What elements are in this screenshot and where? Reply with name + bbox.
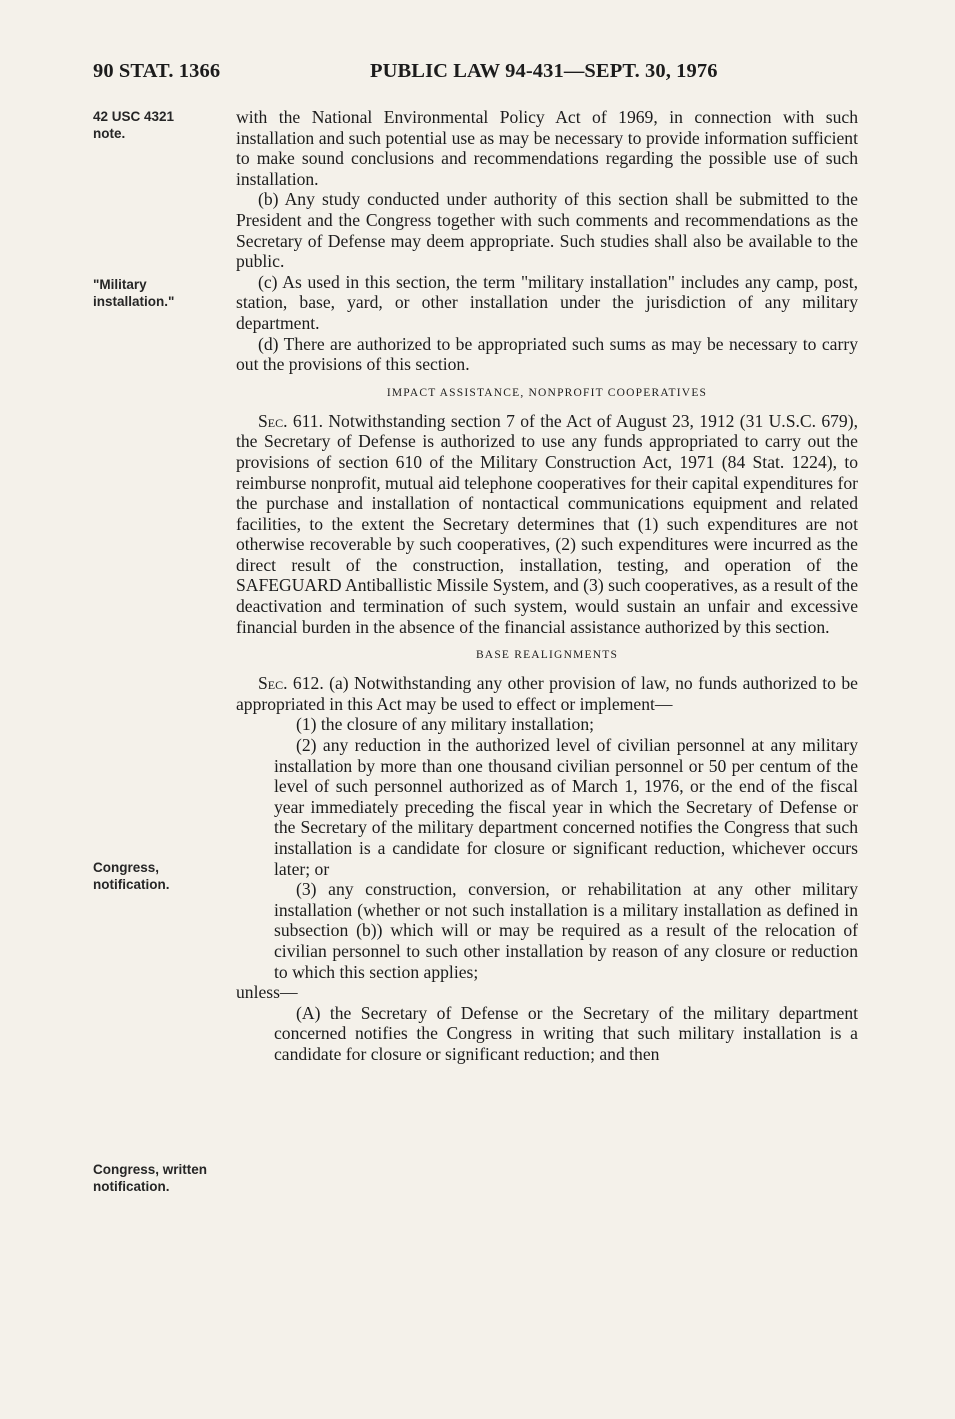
margin-note-line: 42 USC 4321 — [93, 109, 175, 124]
margin-note-line: notification. — [93, 877, 170, 892]
margin-note-line: Congress, written — [93, 1162, 208, 1177]
paragraph-subsection-d: (d) There are authorized to be appropriated such sums as may be necessary to carry out the provisions of this section. — [236, 333, 858, 375]
margin-note-line: Congress, — [93, 860, 160, 875]
list-item-3: (3) any construction, conversion, or rehabilitation at any other military installation (whether or not such installation is a military installation as defined in subsection (b)) which will or may be required as a result of the relocation of civilian personnel to such other installation by reason of any closure or reduction to which this section applies; — [274, 879, 858, 982]
margin-note-line: notification. — [93, 1179, 170, 1194]
section-label-612: Sec. 612. — [258, 673, 324, 694]
public-law-title: PUBLIC LAW 94-431—SEPT. 30, 1976 — [370, 60, 718, 82]
section-label-611: Sec. 611. — [258, 410, 323, 431]
paragraph-subsection-c: (c) As used in this section, the term "military installation" includes any camp, post, station, base, yard, or other installation under the jurisdiction of any military department. — [236, 271, 858, 333]
paragraph-subsection-b: (b) Any study conducted under authority of this section shall be submitted to the President and the Congress together with such comments and recommendations as the Secretary of Defense may deem appropriate. Such studies shall also be available to the public. — [236, 189, 858, 272]
page-header — [93, 60, 858, 90]
margin-note-usc — [93, 108, 174, 142]
margin-note-congress-notification — [93, 859, 170, 893]
margin-note-congress-written — [93, 1161, 207, 1195]
paragraph-section-611 — [236, 411, 858, 638]
list-item-2: (2) any reduction in the authorized level of civilian personnel at any military installation by more than one thousand civilian personnel or 50 per centum of the level of such personnel authorized as of March 1, 1976, or the end of the fiscal year immediately preceding the fiscal year in which the Secretary of Defense or the Secretary of the military department concerned notifies the Congress that such installation is a candidate for closure or significant reduction, whichever occurs later; or — [274, 735, 858, 879]
list-item-1: (1) the closure of any military installation; — [296, 714, 595, 735]
paragraph-section-612 — [236, 673, 858, 714]
section-612-text: (a) Notwithstanding any other provision of law, no funds authorized to be appropriated in this Act may be used to effect or implement— — [236, 673, 858, 714]
paragraph-continuation: with the National Environmental Policy Act of 1969, in connection with such installation and such potential use as may be necessary to provide information sufficient to make sound conclusions and recommendations regarding the possible use of such installation. — [236, 107, 858, 189]
unless-clause: unless— — [236, 982, 298, 1003]
statute-body — [236, 107, 858, 1065]
section-heading-base-realignments: BASE REALIGNMENTS — [475, 649, 619, 662]
statute-page-number: 90 STAT. 1366 — [93, 60, 221, 82]
section-heading-impact-assistance: IMPACT ASSISTANCE, NONPROFIT COOPERATIVES — [386, 386, 708, 399]
list-item-a: (A) the Secretary of Defense or the Secretary of the military department concerned notifies the Congress in writing that such military installation is a candidate for closure or significant reduction; and then — [274, 1002, 858, 1064]
margin-note-line: installation." — [93, 294, 175, 309]
margin-note-military-installation — [93, 276, 174, 310]
section-611-text: Notwithstanding section 7 of the Act of August 23, 1912 (31 U.S.C. 679), the Secretary of Defense is authorized to use any funds appropriated to carry out the provisions of section 610 of the Military Construction Act, 1971 (84 Stat. 1224), to reimburse nonprofit, mutual aid telephone cooperatives for their capital expenditures for the purchase and installation of nontactical communications equipment and related facilities, to the extent the Secretary determines that (1) such expenditures are not otherwise recoverable by such cooperatives, (2) such expenditures were incurred as the direct result of the construction, installation, testing, and operation of the SAFEGUARD Antiballistic Missile System, and (3) such cooperatives, as a result of the deactivation and termination of such system, would sustain an unfair and excessive financial burden in the absence of the financial assistance authorized by this section. — [236, 410, 858, 637]
margin-note-line: "Military — [93, 277, 147, 292]
margin-note-line: note. — [93, 126, 126, 141]
